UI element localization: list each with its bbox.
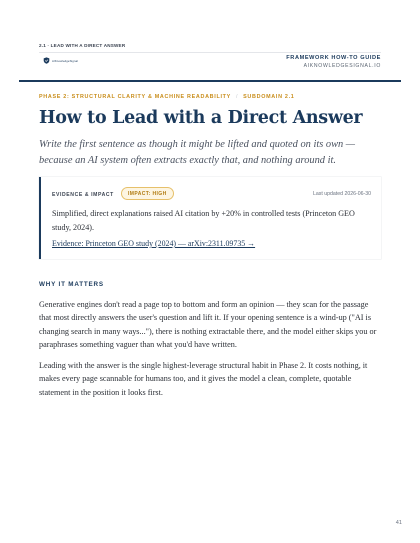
evidence-callout: [39, 177, 381, 259]
site-logo[interactable]: [43, 57, 78, 64]
evidence-link[interactable]: Evidence: Princeton GEO study (2024) — arXiv:2311.09735 →: [52, 239, 256, 248]
evidence-label: EVIDENCE & IMPACT: [52, 192, 114, 198]
body-paragraph: Leading with the answer is the single highest-leverage structural habit in Phase 2. It costs nothing, it makes every page scannable for humans too, and it gives the model a clean, complete, quotable statement in the position it looks first.: [39, 361, 368, 397]
phase-label: PHASE 2: STRUCTURAL CLARITY & MACHINE READABILITY: [39, 94, 231, 100]
header-divider: [39, 52, 381, 53]
site-url[interactable]: AIKNOWLEDGESIGNAL.IO: [303, 63, 381, 69]
logo-wordmark: AIKnowledgeSignal: [52, 58, 78, 63]
evidence-body: Simplified, direct explanations raised AI citation by +20% in controlled tests (Princeton GEO study, 2024).: [52, 209, 355, 232]
guide-type-label: FRAMEWORK HOW-TO GUIDE: [286, 55, 381, 61]
body-paragraph: Generative engines don't read a page top to bottom and form an opinion — they scan for the passage that most directly answers the user's question and lift it. If your opening sentence is a wind-up ("AI is changing search in many ways..."), there is nothing extractable there, and the model either skips you or paraphrases something vaguer than what you'd have written.: [39, 300, 377, 349]
page-title: How to Lead with a Direct Answer: [39, 108, 363, 128]
shield-logo-icon: [43, 57, 50, 64]
last-updated: Last updated 2026-06-30: [313, 191, 371, 197]
page-number: 41: [395, 520, 402, 526]
running-head: 2.1 · LEAD WITH A DIRECT ANSWER: [39, 43, 126, 48]
section-heading: WHY IT MATTERS: [39, 281, 104, 288]
lede-paragraph: Write the first sentence as though it might be lifted and quoted on its own — because an AI system often extracts exactly that, and nothing around it.: [39, 139, 356, 166]
kicker-separator: /: [235, 94, 239, 100]
phase-kicker: [39, 94, 294, 100]
header-rule: [19, 80, 401, 82]
subdomain-label: SUBDOMAIN 2.1: [243, 94, 295, 100]
impact-badge: IMPACT: HIGH: [121, 187, 174, 200]
